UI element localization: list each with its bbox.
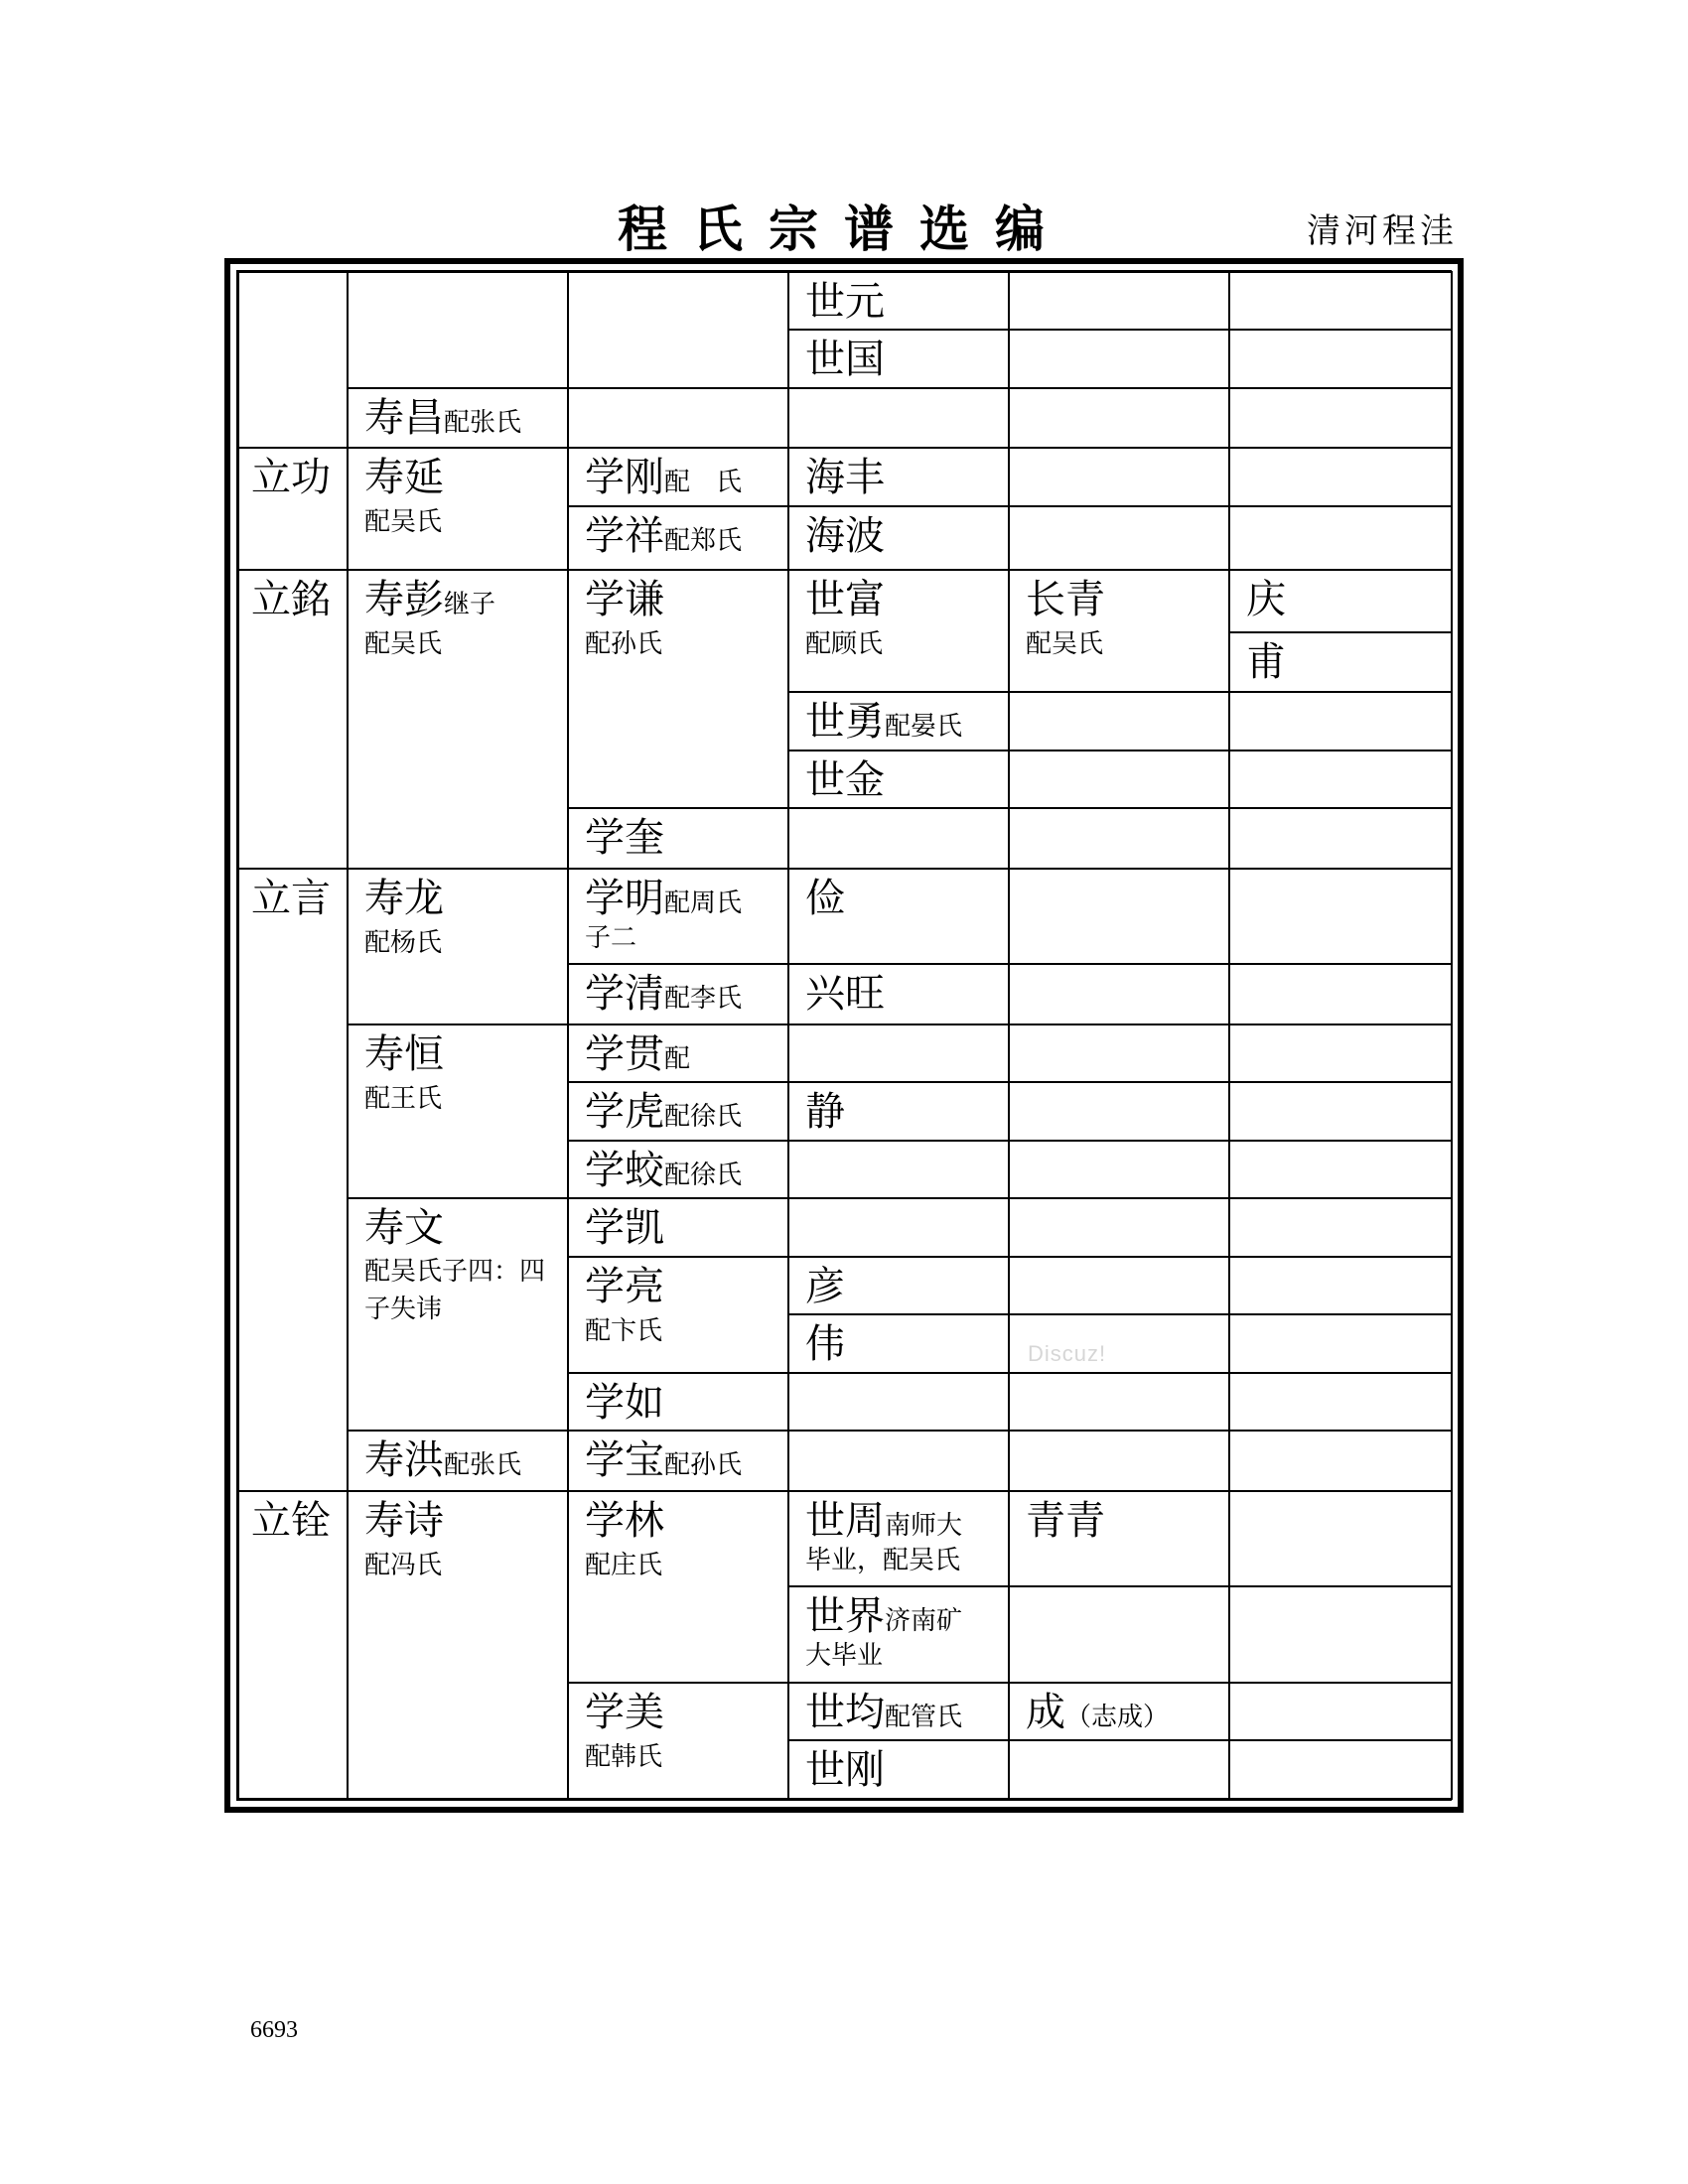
name-text: 青青 <box>1026 1497 1105 1544</box>
cell <box>1229 1586 1452 1683</box>
cell <box>1229 1491 1452 1587</box>
cell <box>1229 1141 1452 1198</box>
name-text: 世界 <box>805 1593 885 1640</box>
name-text: 世刚 <box>805 1747 885 1794</box>
name-text: 甫 <box>1246 638 1286 685</box>
name-text: 学虎 <box>585 1089 664 1136</box>
cell <box>1229 272 1452 330</box>
cell <box>1009 1024 1229 1082</box>
cell <box>348 272 568 388</box>
spouse-note: 配周氏 <box>664 887 743 918</box>
name-text: 学美 <box>585 1690 664 1736</box>
name-text: 学宝 <box>585 1437 664 1484</box>
cell <box>348 1491 568 1799</box>
name-text: 寿昌 <box>364 394 444 441</box>
spouse-note: 配吴氏 <box>364 507 443 538</box>
name-text: 世均 <box>805 1690 885 1736</box>
table-row <box>238 1491 1452 1587</box>
name-text: 世富 <box>805 577 885 623</box>
table-row <box>238 1431 1452 1490</box>
table-row <box>238 388 1452 448</box>
cell <box>1229 1198 1452 1256</box>
spouse-note: 配吴氏 <box>364 629 443 660</box>
alias-note: （志成） <box>1065 1703 1170 1733</box>
cell <box>568 1024 788 1082</box>
spouse-note: 配庄氏 <box>585 1550 663 1580</box>
cell <box>348 448 568 570</box>
cell <box>1009 964 1229 1024</box>
cell <box>568 506 788 571</box>
cell <box>788 330 1009 387</box>
cell <box>1229 1683 1452 1740</box>
cell <box>1009 330 1229 387</box>
name-text: 静 <box>805 1089 845 1136</box>
cell <box>568 1683 788 1799</box>
spouse-note: 配冯氏 <box>364 1550 443 1580</box>
education-note: 济南矿 <box>885 1606 963 1637</box>
cell <box>1229 632 1452 692</box>
spouse-note: 配张氏 <box>444 407 522 438</box>
cell <box>1009 448 1229 505</box>
name-text: 寿诗 <box>364 1497 444 1544</box>
name-text: 海波 <box>805 512 885 559</box>
children-note: 子二 <box>585 922 637 953</box>
name-text: 寿恒 <box>364 1030 444 1077</box>
spouse-note: 配 <box>664 1043 691 1074</box>
cell <box>788 1141 1009 1198</box>
spouse-note: 毕业，配吴氏 <box>805 1545 961 1575</box>
page-number: 6693 <box>250 2017 298 2043</box>
cell <box>348 869 568 1024</box>
spouse-note: 配孙氏 <box>664 1450 743 1481</box>
name-text: 学贯 <box>585 1030 664 1077</box>
table-row <box>238 570 1452 631</box>
page-subtitle: 清河程洼 <box>1307 211 1458 251</box>
cell <box>1009 1683 1229 1740</box>
cell <box>788 448 1009 505</box>
spouse-note: 配郑氏 <box>664 525 743 556</box>
table-row <box>238 869 1452 965</box>
cell <box>788 506 1009 571</box>
cell <box>568 1141 788 1198</box>
cell <box>568 388 788 448</box>
cell <box>788 869 1009 965</box>
education-note: 南师大 <box>885 1510 963 1541</box>
watermark: Discuz! <box>1028 1341 1107 1366</box>
spouse-note: 配徐氏 <box>664 1160 743 1190</box>
cell <box>1009 1141 1229 1198</box>
name-text: 俭 <box>805 875 845 921</box>
name-text: 寿洪 <box>364 1437 444 1484</box>
name-text: 世元 <box>805 279 885 325</box>
cell <box>788 808 1009 868</box>
spouse-note: 配孙氏 <box>585 629 663 660</box>
spouse-note: 配韩氏 <box>585 1742 663 1773</box>
name-text: 学林 <box>585 1497 664 1544</box>
cell <box>568 272 788 388</box>
cell <box>788 1683 1009 1740</box>
cell <box>1009 1373 1229 1431</box>
cell <box>1229 388 1452 448</box>
spouse-note: 配晏氏 <box>885 712 963 743</box>
cell <box>788 570 1009 692</box>
spouse-note: 配 氏 <box>664 468 743 498</box>
cell <box>1229 506 1452 571</box>
cell <box>788 272 1009 330</box>
cell <box>1229 1024 1452 1082</box>
cell <box>788 1314 1009 1372</box>
cell <box>1229 1314 1452 1372</box>
cell <box>1009 1586 1229 1683</box>
cell <box>568 1373 788 1431</box>
name-text: 世国 <box>805 337 885 383</box>
name-text: 学亮 <box>585 1263 664 1309</box>
name-text: 世周 <box>805 1497 885 1544</box>
cell <box>788 1257 1009 1314</box>
table-row <box>238 272 1452 330</box>
cell <box>568 448 788 505</box>
page-title: 程氏宗谱选编 <box>618 200 1070 258</box>
name-text: 世勇 <box>805 699 885 746</box>
cell <box>568 808 788 868</box>
spouse-note: 配张氏 <box>444 1450 522 1481</box>
education-note-continued: 大毕业 <box>805 1641 884 1672</box>
name-text: 庆 <box>1246 577 1286 623</box>
cell <box>788 388 1009 448</box>
name-text: 学凯 <box>585 1205 664 1252</box>
cell <box>348 570 568 868</box>
generation-label: 立銘 <box>238 570 348 868</box>
cell <box>348 388 568 448</box>
cell <box>1229 1257 1452 1314</box>
cell <box>568 1257 788 1373</box>
cell <box>238 272 348 448</box>
cell <box>1229 1373 1452 1431</box>
name-text: 学奎 <box>585 815 664 862</box>
spouse-note: 配吴氏 <box>1026 629 1104 660</box>
cell <box>1229 751 1452 808</box>
generation-label: 立言 <box>238 869 348 1491</box>
name-text: 学如 <box>585 1379 664 1426</box>
cell <box>1009 1431 1229 1490</box>
spouse-note: 配杨氏 <box>364 927 443 958</box>
name-text: 学祥 <box>585 512 664 559</box>
cell <box>1009 692 1229 750</box>
generation-label: 立铨 <box>238 1491 348 1799</box>
cell <box>1009 751 1229 808</box>
cell <box>788 1431 1009 1490</box>
cell <box>1009 869 1229 965</box>
name-text: 寿彭 <box>364 577 444 623</box>
cell <box>788 1024 1009 1082</box>
cell <box>1229 692 1452 750</box>
cell <box>568 1491 788 1684</box>
table-row <box>238 1024 1452 1082</box>
cell <box>348 1198 568 1431</box>
cell <box>788 1586 1009 1683</box>
cell <box>1009 506 1229 571</box>
genealogy-table <box>237 271 1453 1800</box>
spouse-note: 配吴氏子四：四子失讳 <box>364 1257 546 1325</box>
cell <box>788 1198 1009 1256</box>
cell <box>568 1198 788 1256</box>
cell <box>348 1024 568 1198</box>
table-inner-frame <box>236 270 1452 1801</box>
cell <box>788 964 1009 1024</box>
cell <box>1229 869 1452 965</box>
cell <box>788 1740 1009 1799</box>
name-text: 寿文 <box>364 1205 444 1252</box>
cell <box>1009 388 1229 448</box>
name-text: 彦 <box>805 1263 845 1309</box>
cell <box>788 1491 1009 1587</box>
cell <box>788 1373 1009 1431</box>
cell <box>1229 330 1452 387</box>
cell <box>1229 1431 1452 1490</box>
cell <box>568 1082 788 1140</box>
cell <box>1009 1491 1229 1587</box>
spouse-note: 配卞氏 <box>585 1315 663 1346</box>
name-text: 学谦 <box>585 577 664 623</box>
cell <box>568 964 788 1024</box>
cell <box>1229 448 1452 505</box>
name-text: 伟 <box>805 1321 845 1368</box>
cell <box>1009 570 1229 692</box>
spouse-note: 配李氏 <box>664 984 743 1015</box>
table-row <box>238 1198 1452 1256</box>
cell <box>788 751 1009 808</box>
spouse-note: 配徐氏 <box>664 1102 743 1133</box>
cell <box>1009 1740 1229 1799</box>
cell <box>1229 808 1452 868</box>
cell <box>1229 1082 1452 1140</box>
adoption-note: 继子 <box>444 590 496 620</box>
cell <box>1009 272 1229 330</box>
cell <box>568 1431 788 1490</box>
cell <box>1009 1082 1229 1140</box>
cell <box>1009 1198 1229 1256</box>
cell <box>788 1082 1009 1140</box>
cell <box>1229 964 1452 1024</box>
table-frame <box>224 258 1464 1813</box>
generation-label: 立功 <box>238 448 348 570</box>
name-text: 学明 <box>585 875 664 921</box>
cell <box>1229 570 1452 631</box>
cell <box>1229 1740 1452 1799</box>
cell <box>568 869 788 965</box>
name-text: 长青 <box>1026 577 1105 623</box>
name-text: 学清 <box>585 971 664 1018</box>
cell <box>348 1431 568 1490</box>
name-text: 兴旺 <box>805 971 885 1018</box>
cell <box>1009 1257 1229 1314</box>
spouse-note: 配王氏 <box>364 1083 443 1114</box>
table-row <box>238 448 1452 505</box>
spouse-note: 配顾氏 <box>805 629 884 660</box>
name-text: 海丰 <box>805 455 885 501</box>
cell <box>568 570 788 808</box>
cell <box>1009 808 1229 868</box>
spouse-note: 配管氏 <box>885 1703 963 1733</box>
name-text: 寿延 <box>364 455 444 501</box>
name-text: 学蛟 <box>585 1147 664 1193</box>
cell <box>788 692 1009 750</box>
name-text: 寿龙 <box>364 875 444 921</box>
name-text: 成 <box>1026 1690 1065 1736</box>
name-text: 世金 <box>805 756 885 803</box>
name-text: 学刚 <box>585 455 664 501</box>
